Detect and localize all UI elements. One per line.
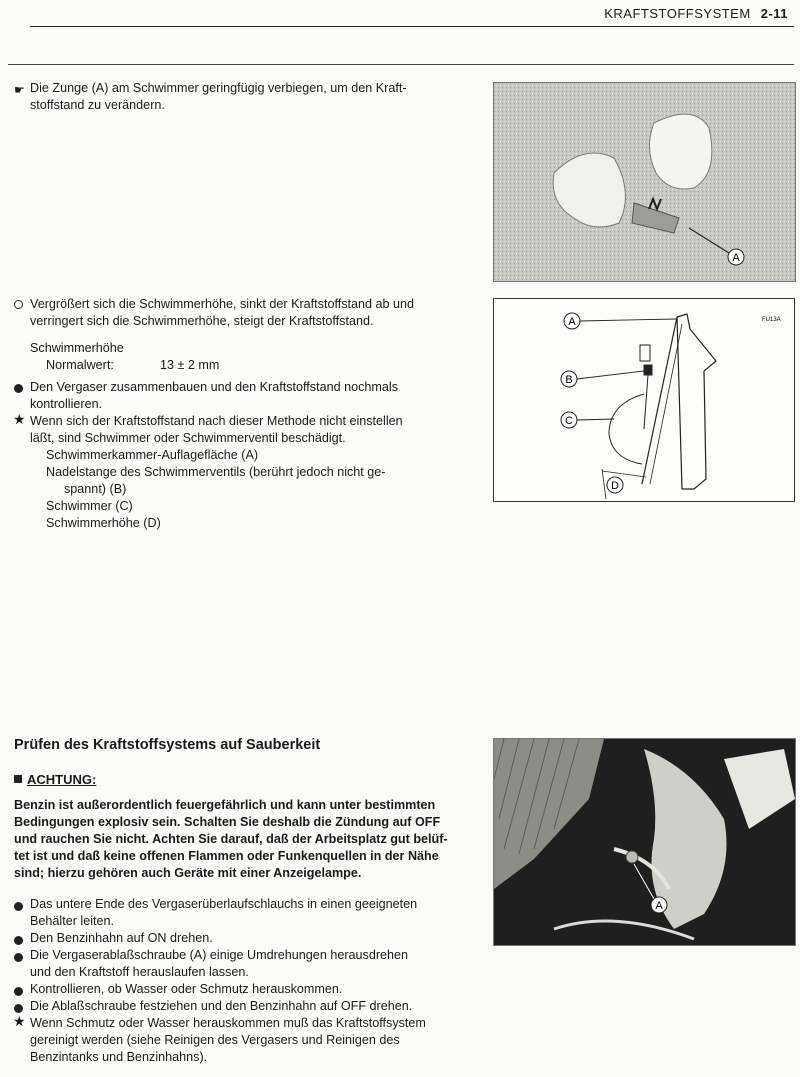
spec-value: 13 ± 2 mm <box>160 358 220 372</box>
section-bend-tongue <box>0 80 480 120</box>
text-line: Behälter leiten. <box>30 914 115 928</box>
warning-title-text: ACHTUNG: <box>27 772 97 787</box>
procedure-steps <box>0 896 480 1068</box>
section-rule <box>8 64 794 65</box>
star-icon: ★ <box>13 411 26 427</box>
photo-callout-a: A <box>732 252 740 264</box>
carburetor-drain-photo <box>493 738 796 946</box>
text-line: Wenn Schmutz oder Wasser herauskommen muß das Kraftstoffsystem <box>30 1016 426 1030</box>
float-height-drawing <box>494 299 794 501</box>
legend-item: Schwimmerhöhe (D) <box>46 516 161 530</box>
text-line: Benzin ist außerordentlich feuergefährlich und kann unter bestimmten <box>14 798 436 812</box>
diagram-callout-a <box>564 313 580 329</box>
diagram-callout-b <box>561 371 577 387</box>
hand-step-icon: ☛ <box>14 83 25 97</box>
figure-code: FU13A <box>762 317 781 323</box>
warning-title <box>14 772 96 787</box>
spec-title: Schwimmerhöhe <box>30 341 124 355</box>
header-rule <box>30 26 794 27</box>
star-icon: ★ <box>13 1013 26 1029</box>
svg-text:A: A <box>568 316 576 328</box>
text-line: tet ist und daß keine offenen Flammen oder Funkenquellen in der Nähe <box>14 849 439 863</box>
float-photo <box>493 82 796 282</box>
text-line: Das untere Ende des Vergaserüberlaufschlauchs in einen geeigneten <box>30 897 418 911</box>
bullet-dot-icon <box>14 984 23 1001</box>
text-line: und rauchen Sie nicht. Achten Sie darauf, daß der Arbeitsplatz gut belüf- <box>14 832 448 846</box>
svg-text:B: B <box>565 374 573 386</box>
float-height-diagram <box>493 298 795 502</box>
header-title: KRAFTSTOFFSYSTEM <box>604 6 751 21</box>
bullet-dot-icon <box>14 933 23 950</box>
text-line: Benzintanks und Benzinhahns). <box>30 1050 208 1064</box>
circle-note-icon <box>14 297 23 314</box>
bullet-dot-icon <box>14 950 23 967</box>
bullet-dot-icon <box>14 381 23 398</box>
page-header <box>604 6 788 21</box>
diagram-callout-d <box>607 477 623 493</box>
section-heading: Prüfen des Kraftstoffsystems auf Sauberkeit <box>14 737 321 753</box>
text-line: läßt, sind Schwimmer oder Schwimmerventil beschädigt. <box>30 431 346 445</box>
svg-text:C: C <box>565 415 573 427</box>
carburetor-drain-graphic <box>494 739 795 945</box>
text-line: verringert sich die Schwimmerhöhe, steigt der Kraftstoffstand. <box>30 314 374 328</box>
text-line: stoffstand zu verändern. <box>30 98 165 112</box>
text-line: sind; hierzu gehören auch Geräte mit einer Anzeigelampe. <box>14 866 362 880</box>
text-line: Den Vergaser zusammenbauen und den Kraftstoffstand nochmals <box>30 380 399 394</box>
text-line: Den Benzinhahn auf ON drehen. <box>30 931 213 945</box>
diagram-callout-c <box>561 412 577 428</box>
text-line: Die Zunge (A) am Schwimmer geringfügig verbiegen, um den Kraft- <box>30 81 407 95</box>
float-photo-graphic <box>494 83 795 281</box>
text-line: Die Ablaßschraube festziehen und den Benzinhahn auf OFF drehen. <box>30 999 413 1013</box>
legend-item: Schwimmerkammer-Auflagefläche (A) <box>46 448 259 462</box>
text-line: Kontrollieren, ob Wasser oder Schmutz herauskommen. <box>30 982 343 996</box>
legend-item: Schwimmer (C) <box>46 499 133 513</box>
spec-label: Normalwert: <box>46 358 114 372</box>
warning-text <box>0 797 480 883</box>
page-number: 2-11 <box>760 6 788 21</box>
text-line: Bedingungen explosiv sein. Schalten Sie deshalb die Zündung auf OFF <box>14 815 441 829</box>
legend-item: Nadelstange des Schwimmerventils (berührt jedoch nicht ge- <box>46 465 386 479</box>
svg-text:D: D <box>611 480 619 492</box>
warning-square-icon <box>14 775 22 783</box>
text-line: gereinigt werden (siehe Reinigen des Vergasers und Reinigen des <box>30 1033 400 1047</box>
bullet-dot-icon <box>14 899 23 916</box>
section-float-height <box>0 296 480 536</box>
photo-callout-a: A <box>655 900 663 912</box>
text-line: Die Vergaserablaßschraube (A) einige Umdrehungen herausdrehen <box>30 948 409 962</box>
text-line: kontrollieren. <box>30 397 103 411</box>
legend-item: spannt) (B) <box>64 482 127 496</box>
text-line: und den Kraftstoff herauslaufen lassen. <box>30 965 249 979</box>
text-line: Wenn sich der Kraftstoffstand nach dieser Methode nicht einstellen <box>30 414 403 428</box>
text-line: Vergrößert sich die Schwimmerhöhe, sinkt der Kraftstoffstand ab und <box>30 297 415 311</box>
